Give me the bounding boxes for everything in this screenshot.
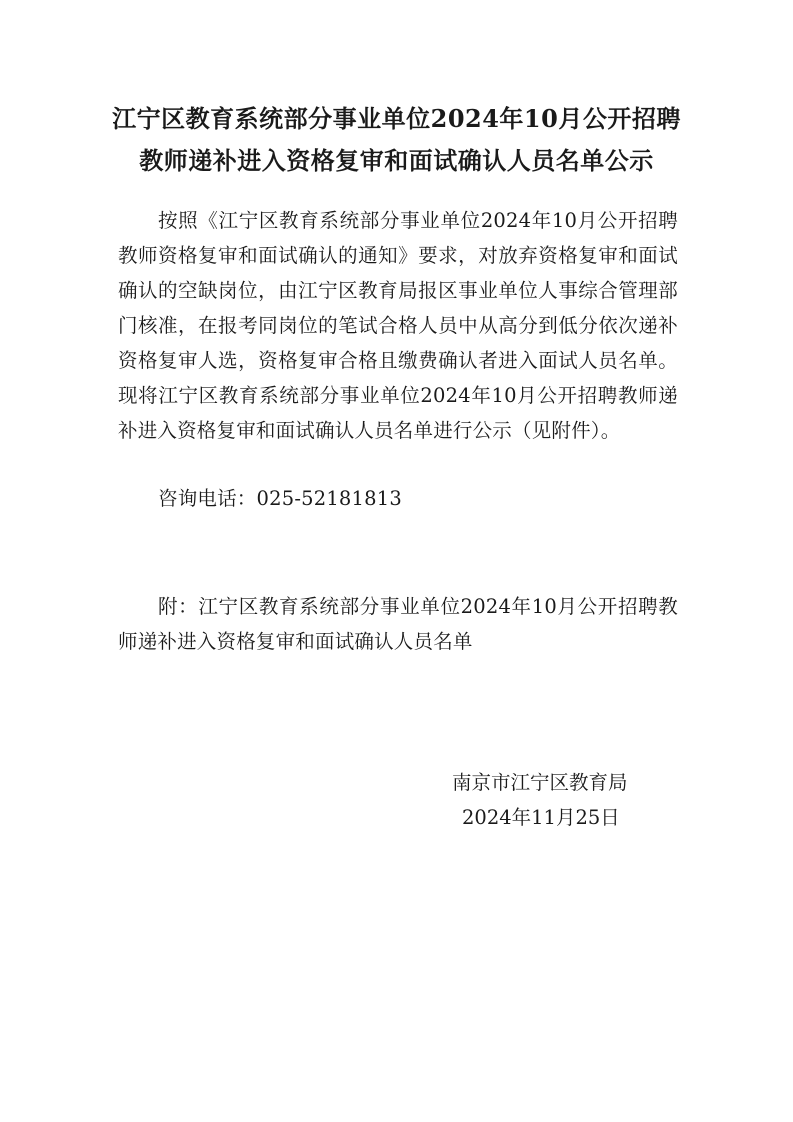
signature-date: 2024年11月25日 — [462, 806, 620, 829]
main-paragraph: 按照《江宁区教育系统部分事业单位2024年10月公开招聘教师资格复审和面试确认的通知》要求，对放弃资格复审和面试确认的空缺岗位，由江宁区教育局报区事业单位人事综合管理部门核准，在报考同岗位的笔试合格人员中从高分到低分依次递补资格复审人选，资格复审合格且缴费确认者进入面试人员名单。现将江宁区教育系统部分事业单位2024年10月公开招聘教师递补进入资格复审和面试确认人员名单进行公示（见附件）。 — [118, 209, 678, 442]
title-line-1: 江宁区教育系统部分事业单位2024年10月公开招聘 — [112, 104, 681, 133]
attachment-note: 附：江宁区教育系统部分事业单位2024年10月公开招聘教师递补进入资格复审和面试确认人员名单 — [118, 595, 678, 653]
title-line-2: 教师递补进入资格复审和面试确认人员名单公示 — [139, 146, 654, 175]
signature-block — [440, 765, 670, 835]
document-title — [110, 98, 683, 182]
contact-phone: 咨询电话：025-52181813 — [158, 487, 402, 510]
signature-organization: 南京市江宁区教育局 — [452, 771, 628, 794]
